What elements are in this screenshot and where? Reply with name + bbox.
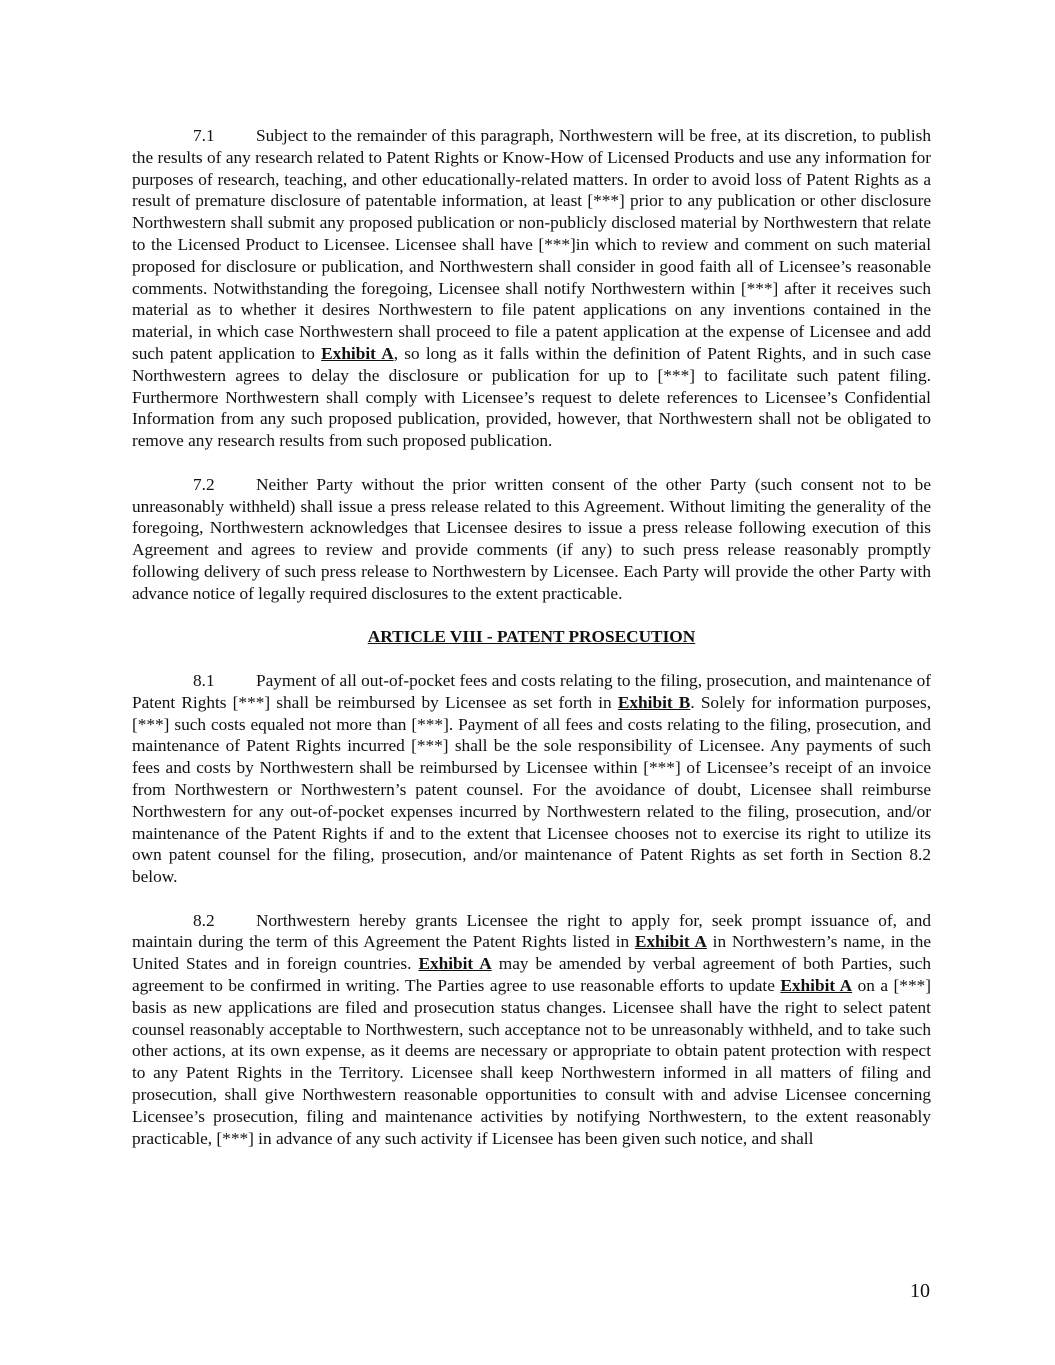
document-page [132, 125, 931, 1171]
exhibit-reference: Exhibit A [780, 976, 853, 996]
exhibit-reference: Exhibit B [617, 692, 691, 712]
paragraph-8-1 [132, 670, 931, 888]
paragraph-text: Payment of all out-of-pocket fees and costs relating to the filing, prosecution, and maintenance of Patent Rights [***] shall be reimbursed by Licensee as set forth in [132, 670, 931, 712]
paragraph-text: may be amended by verbal agreement of both Parties, such agreement to be confirmed in writing. The Parties agree to use reasonable efforts to update [132, 954, 932, 996]
page-number: 10 [910, 1280, 930, 1302]
paragraph-8-2 [132, 910, 931, 1150]
paragraph-7-2 [132, 474, 931, 605]
exhibit-reference: Exhibit A [634, 932, 707, 952]
paragraph-text: Northwestern hereby grants Licensee the right to apply for, seek prompt issuance of, and maintain during the term of this Agreement the Patent Rights listed in [132, 910, 931, 952]
exhibit-reference: Exhibit A [418, 954, 492, 974]
paragraph-text: , so long as it falls within the definition of Patent Rights, and in such case Northwestern agrees to delay the disclosure or publication for up to [***] to facilitate such patent filing. Furthermore Northwestern shall comply with Licensee’s request to delete references to Licensee’s Confidential Information from any such proposed publication, provided, however, that Northwestern shall not be obligated to remove any research results from such proposed publication. [132, 343, 932, 451]
exhibit-reference: Exhibit A [321, 343, 394, 363]
paragraph-text: on a [***] basis as new applications are filed and prosecution status changes. Licensee shall have the right to select patent counsel reasonably acceptable to Northwestern, such acceptance not to be unreasonably withheld, and to take such other actions, at its own expense, as it deems are necessary or appropriate to obtain patent protection with respect to any Patent Rights in the Territory. Licensee shall keep Northwestern informed in all matters of filing and prosecution, shall give Northwestern reasonable opportunities to consult with and advise Licensee concerning Licensee’s prosecution, filing and maintenance activities by notifying Northwestern, to the extent reasonably practicable, [***] in advance of any such activity if Licensee has been given such notice, and shall [132, 976, 931, 1148]
article-heading: ARTICLE VIII - PATENT PROSECUTION [367, 627, 696, 647]
section-number: 8.2 [193, 910, 215, 930]
paragraph-text: in Northwestern’s name, in the United States and in foreign countries. [132, 932, 932, 974]
paragraph-text: Subject to the remainder of this paragraph, Northwestern will be free, at its discretion, to publish the results of any research related to Patent Rights or Know-How of Licensed Products and use any information for purposes of research, teaching, and other educationally-related matters. In order to avoid loss of Patent Rights as a result of premature disclosure of patentable information, at least [***] prior to any publication or other disclosure Northwestern shall submit any proposed publication or non-publicly disclosed material by Northwestern that relate to the Licensed Product to Licensee. Licensee shall have [***]in which to review and comment on such material proposed for disclosure or publication, and Northwestern shall consider in good faith all of Licensee’s reasonable comments. Notwithstanding the foregoing, Licensee shall notify Northwestern within [***] after it receives such material as to whether it desires Northwestern to file patent applications on any inventions contained in the material, in which case Northwestern shall proceed to file a patent application at the expense of Licensee and add such patent application to [132, 126, 931, 363]
section-number: 7.2 [193, 474, 215, 494]
section-number: 8.1 [193, 670, 215, 690]
paragraph-text: Neither Party without the prior written consent of the other Party (such consent not to be unreasonably withheld) shall issue a press release related to this Agreement. Without limiting the generality of the foregoing, Northwestern acknowledges that Licensee desires to issue a press release following execution of this Agreement and agrees to review and provide comments (if any) to such press release reasonably promptly following delivery of such press release to Northwestern by Licensee. Each Party will provide the other Party with advance notice of legally required disclosures to the extent practicable. [132, 474, 931, 603]
paragraph-text: . Solely for information purposes, [***] such costs equaled not more than [***]. Payment of all fees and costs relating to the filing, prosecution, and maintenance of Patent Rights incurred [***] shall be the sole responsibility of Licensee. Any payments of such fees and costs by Northwestern shall be reimbursed by Licensee within [***] of Licensee’s receipt of an invoice from Northwestern or Northwestern’s patent counsel. For the avoidance of doubt, Licensee shall reimburse Northwestern for any out-of-pocket expenses incurred by Northwestern related to the filing, prosecution, and/or maintenance of the Patent Rights if and to the extent that Licensee chooses not to exercise its right to utilize its own patent counsel for the filing, prosecution, and/or maintenance of Patent Rights as set forth in Section 8.2 below. [132, 692, 932, 887]
paragraph-7-1 [132, 125, 931, 452]
section-number: 7.1 [193, 126, 215, 145]
